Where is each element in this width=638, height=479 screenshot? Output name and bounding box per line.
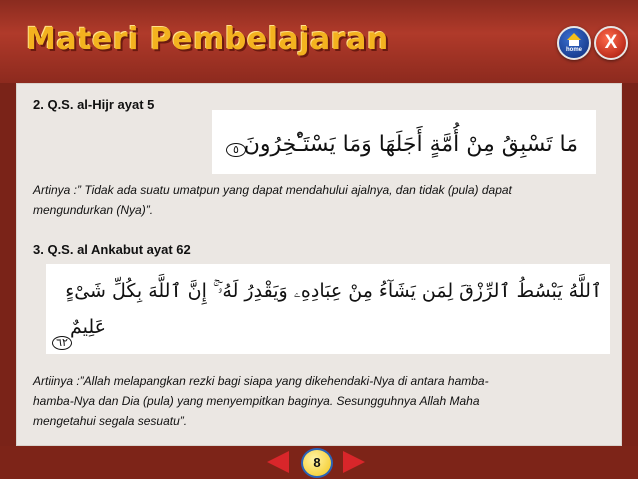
home-icon-body — [569, 40, 579, 46]
section2-arabic-text: مَا تَسْبِقُ مِنْ أُمَّةٍ أَجَلَهَا وَمَا يَسْتَـْٔخِرُونَ — [243, 132, 578, 157]
section3-translation-line2: hamba-Nya dan Dia (pula) yang menyempitkan baginya. Sesungguhnya Allah Maha — [33, 394, 480, 408]
previous-arrow-icon[interactable] — [267, 451, 289, 473]
section3-arabic-line2: عَلِيمٌ — [70, 316, 107, 338]
home-label: home — [565, 47, 582, 53]
section3-translation-line1: Artiinya :”Allah melapangkan rezki bagi siapa yang dikehendaki-Nya di antara hamba- — [33, 374, 489, 388]
section3-arabic-box — [46, 264, 610, 354]
home-icon — [567, 33, 581, 40]
section3-ayah-mark: ٦٢ — [52, 336, 72, 350]
section2-arabic-box — [212, 110, 596, 174]
section3-translation-line3: mengetahui segala sesuatu”. — [33, 414, 188, 428]
section3-arabic-line1: ٱللَّهُ يَبْسُطُ ٱلرِّزْقَ لِمَن يَشَآءُ مِنْ عِبَادِهِۦ وَيَقْدِرُ لَهُۥٓ ۚ إِنَّ ٱللَّهَ بِكُلِّ شَىْءٍ — [65, 280, 602, 302]
next-arrow-icon[interactable] — [343, 451, 365, 473]
page-title: Materi Pembelajaran — [26, 22, 389, 57]
home-button[interactable] — [557, 26, 591, 60]
section2-ayah-mark: ٥ — [226, 143, 246, 157]
close-button[interactable]: X — [594, 26, 628, 60]
section3-heading: 3. Q.S. al Ankabut ayat 62 — [33, 242, 191, 257]
section2-heading: 2. Q.S. al-Hijr ayat 5 — [33, 97, 155, 112]
page-number-badge: 8 — [301, 448, 333, 478]
section2-translation: Artinya :” Tidak ada suatu umatpun yang dapat mendahului ajalnya, dan tidak (pula) dapat mengundurkan (Nya)”. — [33, 183, 512, 217]
